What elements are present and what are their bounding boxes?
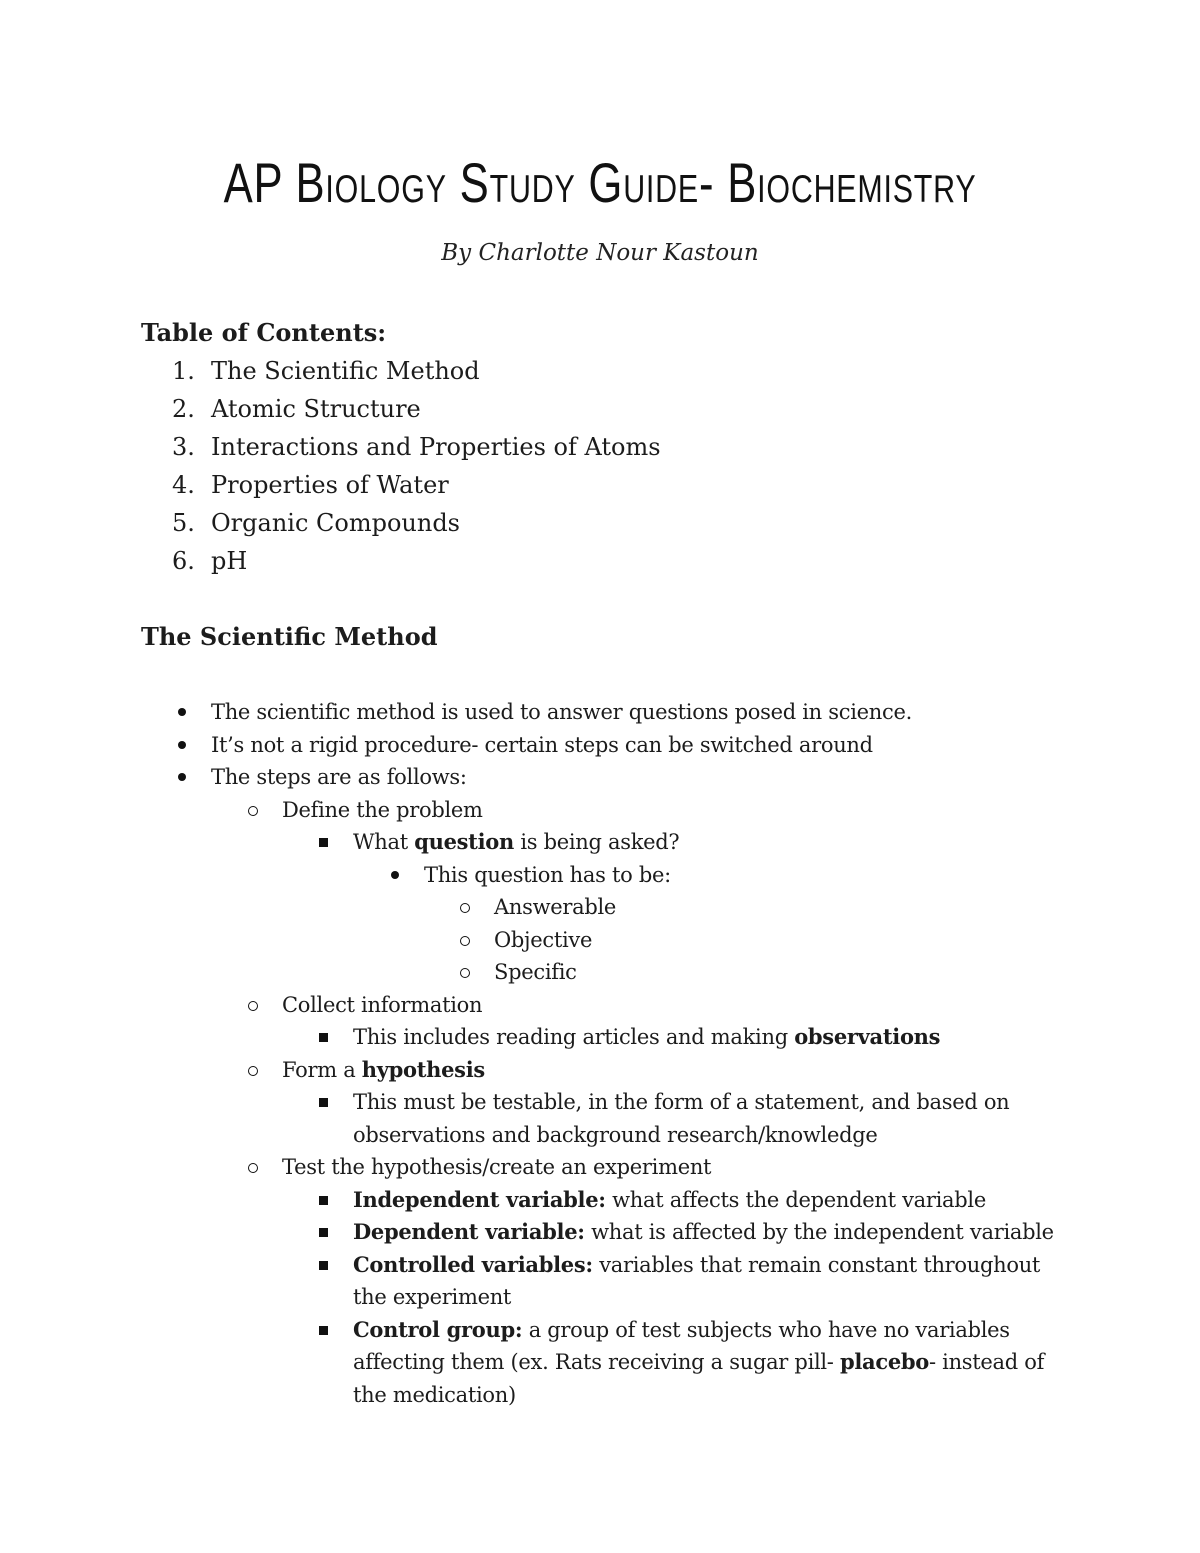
list-item-text: The steps are as follows: (211, 765, 467, 789)
toc-heading: Table of Contents: (141, 318, 387, 347)
list-item-text: Specific (494, 960, 577, 984)
list-item-text: The scientific method is used to answer questions posed in science. (211, 700, 912, 724)
list-item-text: the experiment (353, 1285, 512, 1309)
author-byline: By Charlotte Nour Kastoun (441, 240, 759, 266)
toc-item (141, 432, 1041, 470)
toc-item-label: Organic Compounds (211, 509, 460, 537)
bullet-list (0, 697, 1200, 1412)
list-item-continuation (0, 1380, 1200, 1413)
list-item (0, 795, 1200, 828)
list-item-text: Objective (494, 927, 593, 952)
list-item-text: Collect information (282, 992, 483, 1017)
list-item (0, 1152, 1200, 1185)
list-item (0, 1022, 1200, 1055)
list-item-text: Test the hypothesis/create an experiment (282, 1155, 712, 1179)
list-item-text: This question has to be: (424, 862, 671, 887)
list-item (0, 1087, 1200, 1120)
list-item-text: It’s not a rigid procedure- certain steps can be switched around (211, 732, 873, 757)
list-item-text: Dependent variable: what is affected by the independent variable (353, 1219, 1054, 1244)
toc-item-number: 1. (172, 357, 195, 385)
list-item-continuation (0, 1120, 1200, 1153)
section-heading: The Scientific Method (141, 622, 438, 651)
list-item (0, 730, 1200, 763)
list-item (0, 827, 1200, 860)
toc-item (141, 470, 1041, 508)
toc-item-label: Properties of Water (211, 471, 449, 499)
list-item-text: Define the problem (282, 797, 483, 822)
toc-item (141, 546, 1041, 584)
list-item (0, 925, 1200, 958)
list-item-text: Control group: a group of test subjects who have no variables (353, 1316, 1010, 1342)
list-item-text: Form a hypothesis (282, 1056, 485, 1082)
list-item (0, 697, 1200, 730)
list-item (0, 892, 1200, 925)
list-item (0, 860, 1200, 893)
toc-item (141, 394, 1041, 432)
list-item-continuation (0, 1347, 1200, 1380)
list-item-text: affecting them (ex. Rats receiving a sugar pill- placebo- instead of (353, 1349, 1045, 1374)
list-item-text: observations and background research/knowledge (353, 1122, 878, 1147)
toc-item-label: Atomic Structure (211, 395, 421, 423)
list-item (0, 990, 1200, 1023)
list-item-text: Controlled variables: variables that remain constant throughout (353, 1251, 1041, 1277)
toc-item-number: 2. (172, 395, 195, 423)
list-item (0, 1055, 1200, 1088)
list-item (0, 957, 1200, 990)
toc-item-number: 3. (172, 433, 195, 461)
table-of-contents (141, 356, 1041, 584)
toc-item-label: Interactions and Properties of Atoms (211, 433, 661, 461)
list-item-text: Answerable (494, 895, 617, 919)
toc-item (141, 356, 1041, 394)
toc-item-number: 5. (172, 509, 195, 537)
list-item (0, 1185, 1200, 1218)
list-item-text: This includes reading articles and making observations (353, 1024, 941, 1049)
list-item (0, 762, 1200, 795)
list-item-continuation (0, 1282, 1200, 1315)
toc-item (141, 508, 1041, 546)
list-item-text: Independent variable: what affects the dependent variable (353, 1186, 986, 1212)
toc-item-label: pH (211, 547, 248, 575)
document-title: AP Biology Study Guide- Biochemistry (223, 151, 977, 214)
list-item (0, 1217, 1200, 1250)
list-item-text: the medication) (353, 1382, 516, 1407)
list-item-text: What question is being asked? (353, 829, 680, 854)
toc-item-number: 4. (172, 471, 195, 499)
list-item (0, 1250, 1200, 1283)
toc-item-number: 6. (172, 547, 195, 575)
toc-item-label: The Scientific Method (211, 357, 480, 385)
list-item (0, 1315, 1200, 1348)
list-item-text: This must be testable, in the form of a statement, and based on (353, 1090, 1010, 1114)
